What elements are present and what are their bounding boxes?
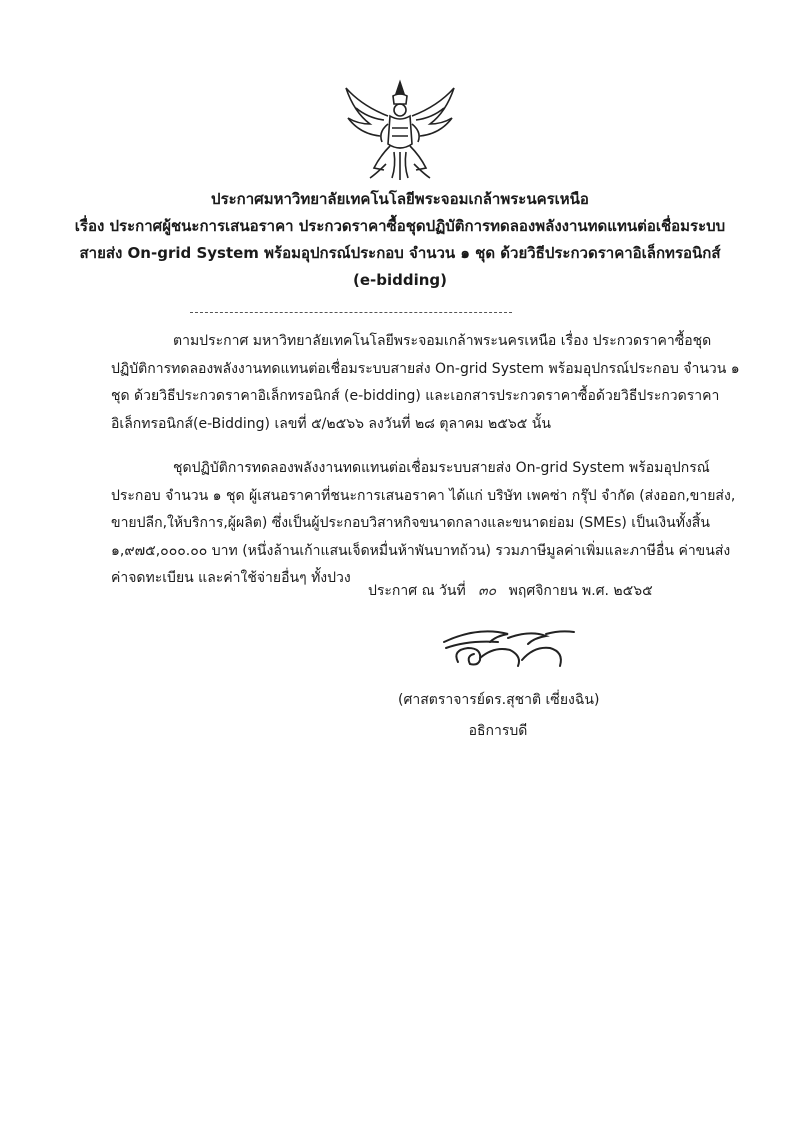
paragraph-line: ขายปลีก,ให้บริการ,ผู้ผลิต) ซึ่งเป็นผู้ประกอบวิสาหกิจขนาดกลางและขนาดย่อม (SMEs) เป็นเงินทั้งสิ้น: [111, 515, 710, 531]
dashed-divider: [190, 312, 512, 313]
announcement-date: [368, 580, 653, 602]
paragraph-line: ประกอบ จำนวน ๑ ชุด ผู้เสนอราคาที่ชนะการเสนอราคา ได้แก่ บริษัท เพคซ่า กรุ๊ป จำกัด (ส่งออก,ขายส่ง,: [111, 487, 736, 504]
paragraph-reference: [111, 328, 740, 438]
paragraph-winner: [111, 455, 736, 593]
title-line-2: เรื่อง ประกาศผู้ชนะการเสนอราคา ประกวดราคาซื้อชุดปฏิบัติการทดลองพลังงานทดแทนต่อเชื่อมระบบ: [74, 217, 726, 235]
announcement-title: [60, 186, 740, 294]
paragraph-line: ตามประกาศ มหาวิทยาลัยเทคโนโลยีพระจอมเกล้าพระนครเหนือ เรื่อง ประกวดราคาซื้อชุด: [173, 333, 712, 349]
signer-title: อธิการบดี: [468, 723, 528, 739]
title-line-4: (e-bidding): [352, 271, 448, 289]
paragraph-line: ค่าจดทะเบียน และค่าใช้จ่ายอื่นๆ ทั้งปวง: [111, 570, 351, 586]
paragraph-line: ชุดปฏิบัติการทดลองพลังงานทดแทนต่อเชื่อมระบบสายส่ง On-grid System พร้อมอุปกรณ์: [173, 460, 710, 476]
signer-name: (ศาสตราจารย์ดร.สุชาติ เซี่ยงฉิน): [398, 692, 600, 708]
title-line-1: ประกาศมหาวิทยาลัยเทคโนโลยีพระจอมเกล้าพระนครเหนือ: [211, 190, 589, 208]
paragraph-line: ปฏิบัติการทดลองพลังงานทดแทนต่อเชื่อมระบบสายส่ง On-grid System พร้อมอุปกรณ์ประกอบ จำนวน ๑: [111, 360, 740, 377]
paragraph-line: อิเล็กทรอนิกส์(e-Bidding) เลขที่ ๕/๒๕๖๖ ลงวันที่ ๒๘ ตุลาคม ๒๕๖๕ นั้น: [111, 415, 551, 432]
announce-month-year: พฤศจิกายน พ.ศ. ๒๕๖๕: [508, 583, 653, 599]
handwritten-signature: [438, 620, 580, 672]
title-line-3: สายส่ง On-grid System พร้อมอุปกรณ์ประกอบ จำนวน ๑ ชุด ด้วยวิธีประกวดราคาอิเล็กทรอนิกส์: [79, 244, 721, 262]
announce-prefix: ประกาศ ณ วันที่: [368, 583, 466, 599]
garuda-emblem-icon: [340, 78, 460, 182]
paragraph-line: ชุด ด้วยวิธีประกวดราคาอิเล็กทรอนิกส์ (e-bidding) และเอกสารประกวดราคาซื้อด้วยวิธีประกวดราคา: [111, 388, 720, 404]
announce-day: ๓๐: [478, 583, 497, 599]
paragraph-line: ๑,๙๗๕,๐๐๐.๐๐ บาท (หนึ่งล้านเก้าแสนเจ็ดหมื่นห้าพันบาทถ้วน) รวมภาษีมูลค่าเพิ่มและภาษีอื่น ค่าขนส่ง: [111, 542, 731, 559]
